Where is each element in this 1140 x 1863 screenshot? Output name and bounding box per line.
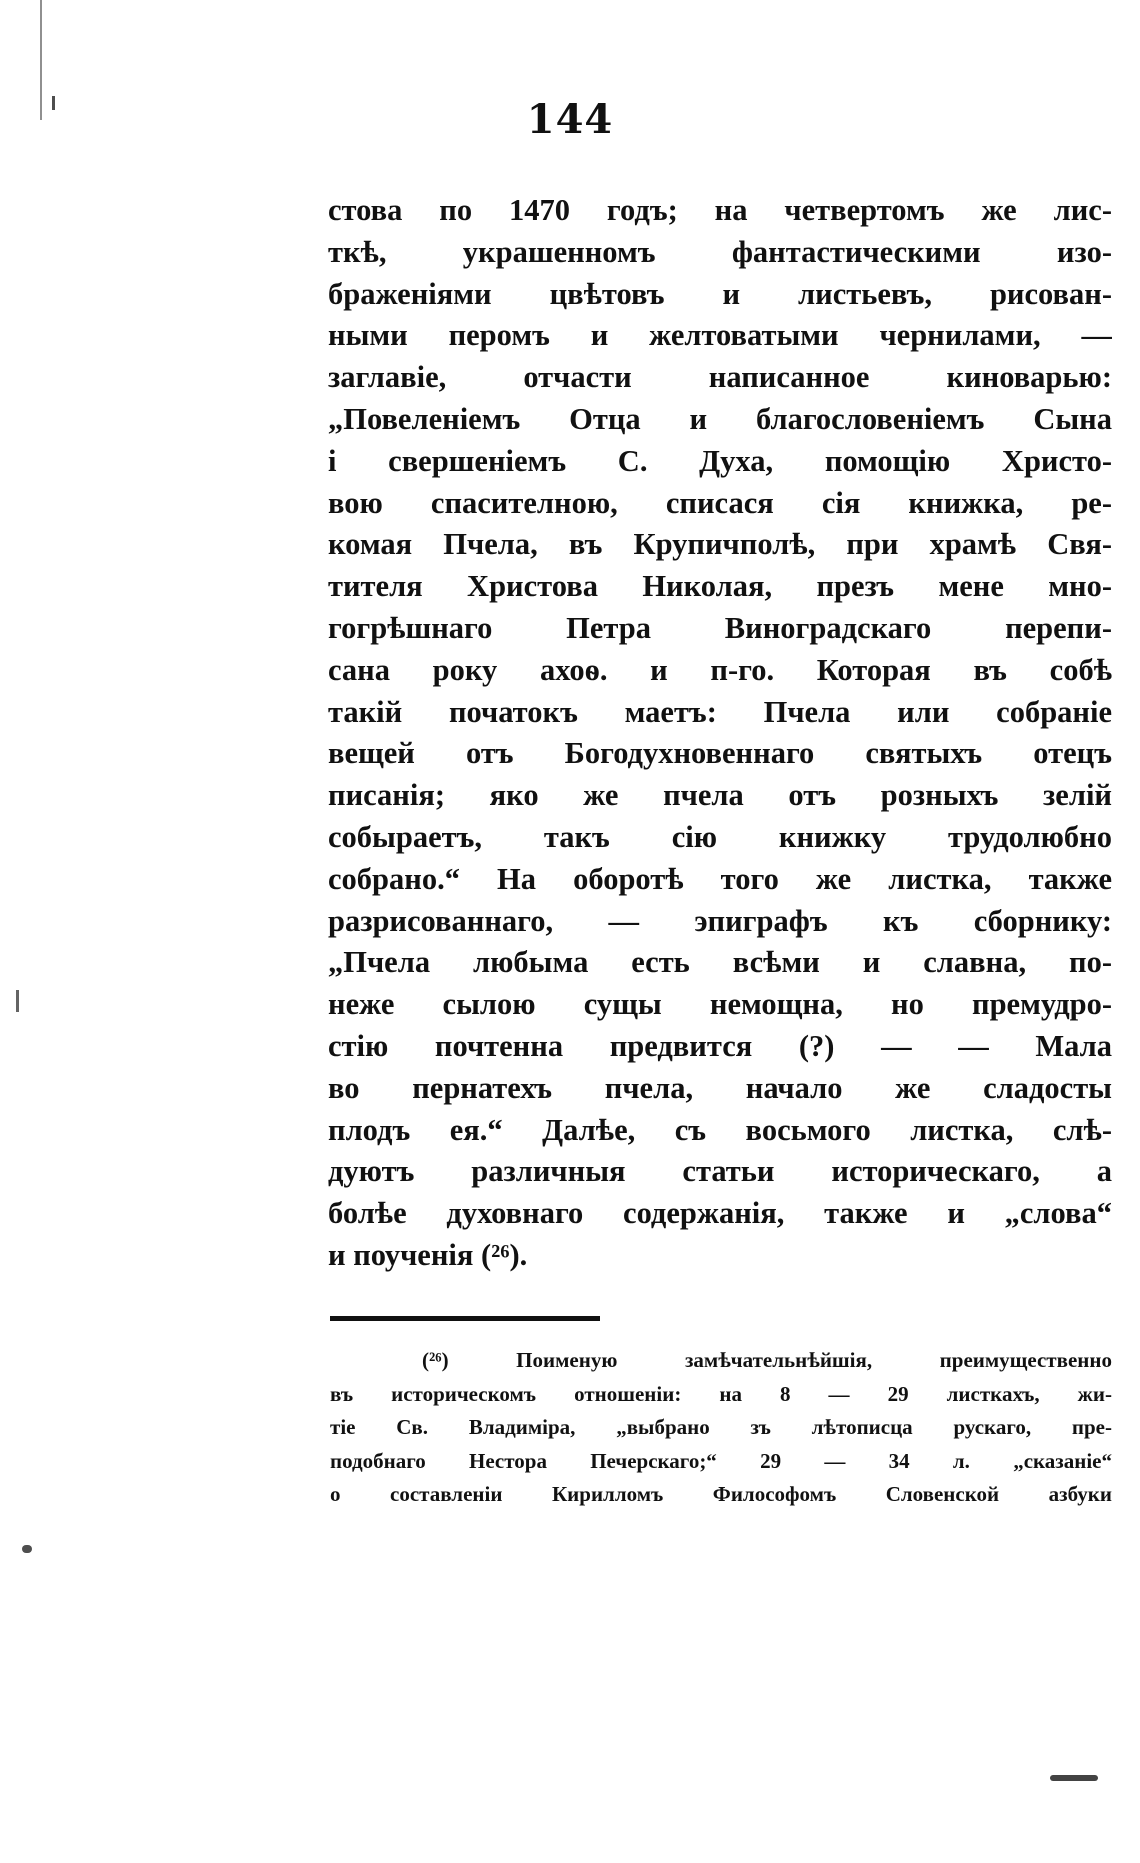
text-line: сана року ахоѳ. и п-го. Которая въ собѣ bbox=[328, 652, 1112, 687]
text-line: комая Пчела, въ Крупичполѣ, при храмѣ Свя- bbox=[328, 527, 1112, 562]
scan-edge-dot bbox=[22, 1545, 32, 1553]
text-line: такій початокъ маетъ: Пчела или собраніе bbox=[328, 694, 1112, 729]
text-line: собрано.“ На оборотѣ того же листка, также bbox=[328, 861, 1112, 896]
text-line: вещей отъ Богодухновеннаго святыхъ отецъ bbox=[328, 736, 1112, 771]
footnote-line: о составленіи Кирилломъ Философомъ Словенской азбуки bbox=[330, 1482, 1112, 1506]
text-line: дуютъ различныя статьи историческаго, а bbox=[328, 1154, 1112, 1189]
text-line: и поученія (²⁶). bbox=[328, 1237, 528, 1272]
text-line: стова по 1470 годъ; на четвертомъ же лис- bbox=[328, 193, 1112, 227]
text-line: стію почтенна предвится (?) — — Мала bbox=[328, 1028, 1112, 1063]
footnote-line: (²⁶) Поименую замѣчательнѣйшія, преимущественно bbox=[422, 1348, 1112, 1372]
page-number: 144 bbox=[526, 96, 614, 143]
footnote bbox=[330, 1344, 1112, 1512]
scan-edge-dot bbox=[1050, 1775, 1098, 1781]
text-line: вою спасителною, списася сія книжка, ре- bbox=[328, 485, 1112, 520]
footnote-line: тіе Св. Владиміра, „выбрано зъ лѣтописца рускаго, пре- bbox=[330, 1415, 1112, 1439]
text-line: „Повеленіемъ Отца и благословеніемъ Сына bbox=[328, 401, 1112, 436]
text-line: тителя Христова Николая, презъ мене мно- bbox=[328, 569, 1112, 604]
text-line: писанія; яко же пчела отъ розныхъ зелій bbox=[328, 778, 1112, 813]
footnote-divider bbox=[330, 1316, 600, 1321]
text-line: „Пчела любыма есть всѣми и славна, по- bbox=[328, 945, 1112, 980]
text-line: во пернатехъ пчела, начало же сладосты bbox=[328, 1070, 1112, 1105]
text-line: разрисованнаго, — эпиграфъ къ сборнику: bbox=[328, 903, 1112, 938]
scan-edge-dot bbox=[16, 990, 19, 1012]
text-line: ткѣ, украшенномъ фантастическими изо- bbox=[328, 234, 1112, 269]
text-line: плодъ ея.“ Далѣе, съ восьмого листка, слѣ- bbox=[328, 1112, 1112, 1147]
text-line: болѣе духовнаго содержанія, также и „слова“ bbox=[328, 1196, 1112, 1231]
text-line: гогрѣшнаго Петра Виноградскаго перепи- bbox=[328, 610, 1112, 645]
text-line: заглавіе, отчасти написанное киноварью: bbox=[328, 360, 1112, 395]
text-line: і свершеніемъ С. Духа, помощію Христо- bbox=[328, 443, 1112, 478]
text-line: браженіями цвѣтовъ и листьевъ, рисован- bbox=[328, 276, 1112, 311]
text-line: ными перомъ и желтоватыми чернилами, — bbox=[328, 318, 1112, 353]
text-line: собыраетъ, такъ сію книжку трудолюбно bbox=[328, 819, 1112, 854]
text-line: неже сылою сущы немощна, но премудро- bbox=[328, 987, 1112, 1022]
footnote-line: подобнаго Нестора Печерскаго;“ 29 — 34 л. „сказаніе“ bbox=[330, 1448, 1112, 1473]
body-text bbox=[328, 190, 1112, 1277]
footnote-line: въ историческомъ отношеніи: на 8 — 29 листкахъ, жи- bbox=[330, 1381, 1112, 1406]
